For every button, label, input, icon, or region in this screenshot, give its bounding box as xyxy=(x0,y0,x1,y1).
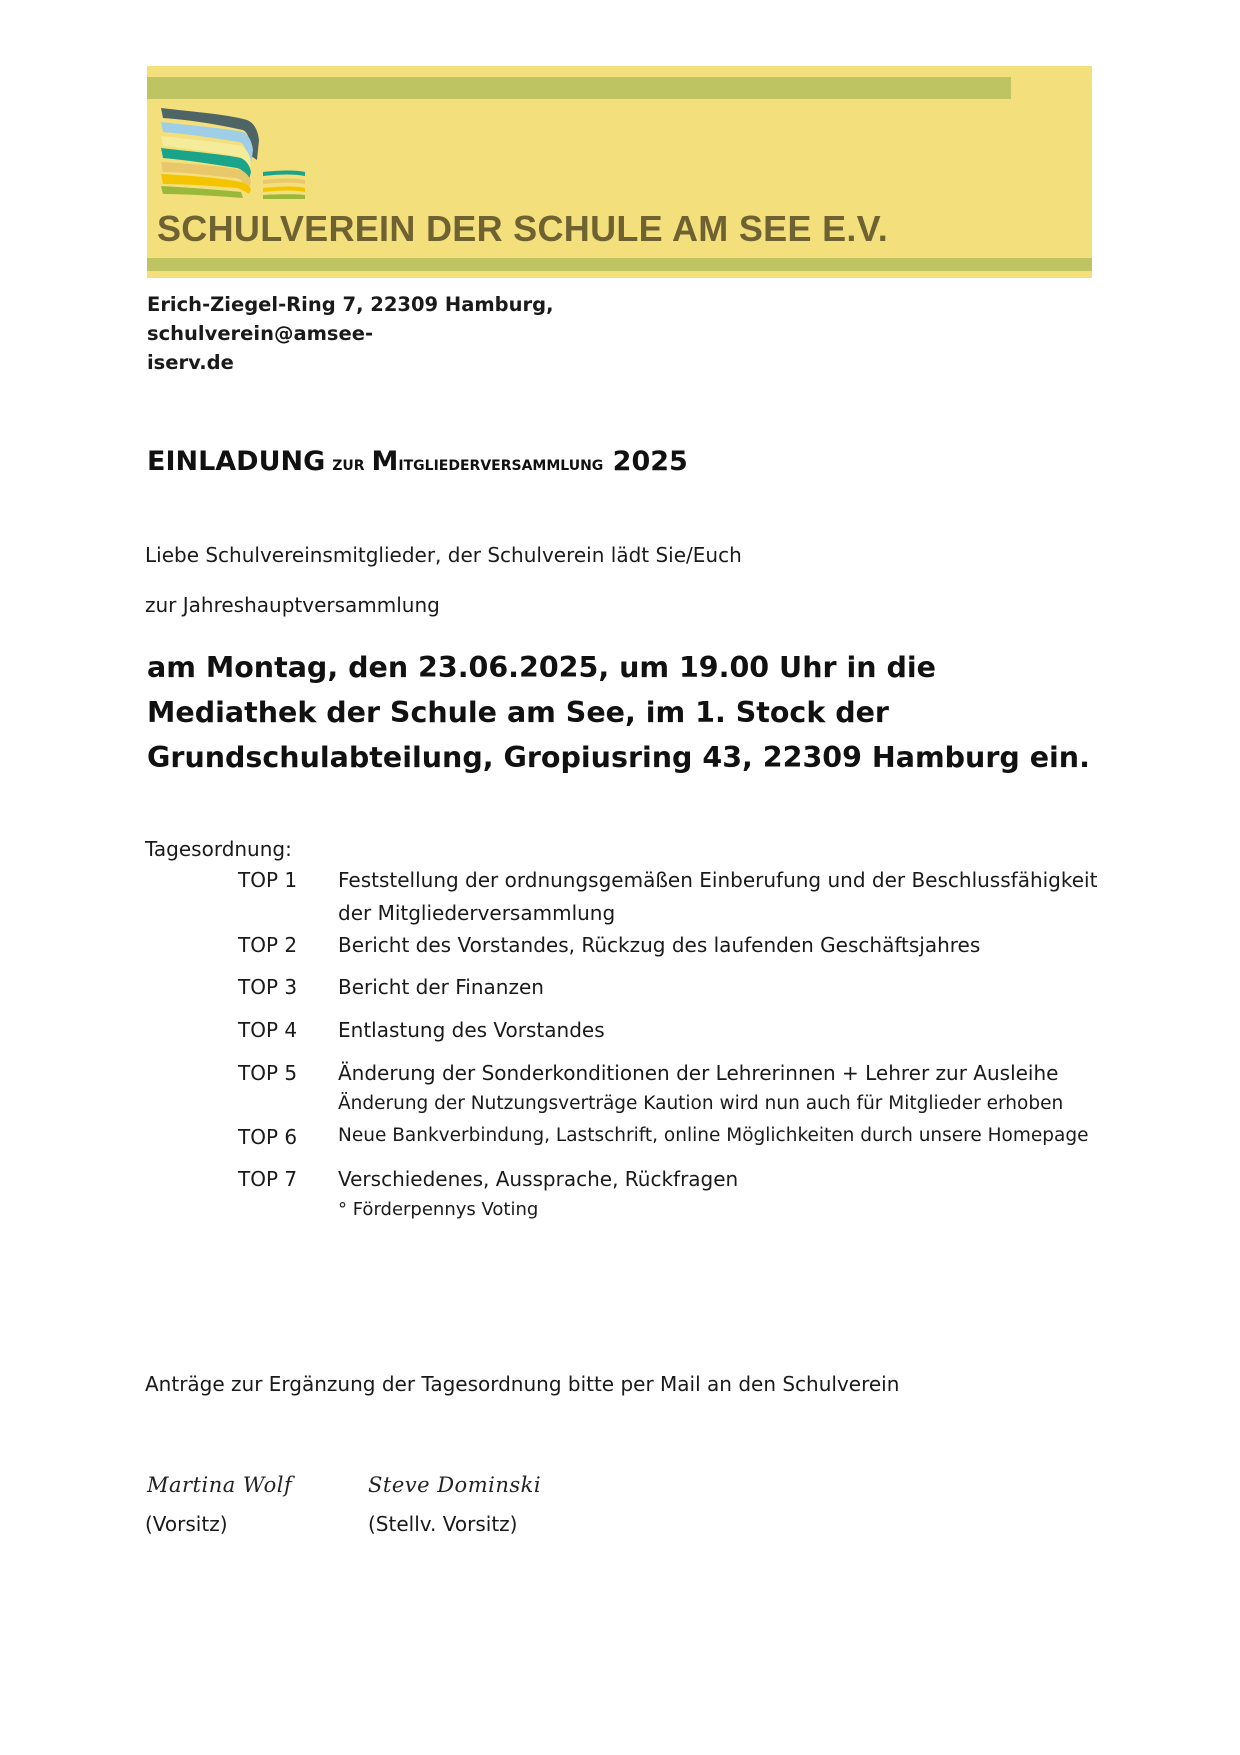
greeting-line: Liebe Schulvereinsmitglieder, der Schulverein lädt Sie/Euch xyxy=(145,543,742,567)
agenda-item-label: TOP 2 xyxy=(238,933,298,957)
footer-note: Anträge zur Ergänzung der Tagesordnung bitte per Mail an den Schulverein xyxy=(145,1372,900,1396)
agenda-heading: Tagesordnung: xyxy=(145,837,292,861)
title-part: EINLADUNG xyxy=(147,446,326,477)
agenda-item-label: TOP 7 xyxy=(238,1167,298,1191)
agenda-item-text: Änderung der Nutzungsverträge Kaution wird nun auch für Mitglieder erhoben xyxy=(338,1093,1064,1114)
greeting-line: zur Jahreshauptversammlung xyxy=(145,593,440,617)
document-title xyxy=(147,446,688,477)
address-block xyxy=(147,290,767,377)
address-line: iserv.de xyxy=(147,351,234,374)
agenda-item-text: ° Förderpennys Voting xyxy=(338,1199,539,1220)
agenda-item-label: TOP 5 xyxy=(238,1061,298,1085)
signature-role: (Stellv. Vorsitz) xyxy=(368,1512,518,1536)
agenda-item-text: Änderung der Sonderkonditionen der Lehrerinnen + Lehrer zur Ausleihe xyxy=(338,1061,1059,1085)
header-top-bar xyxy=(147,77,1011,99)
title-part: 2025 xyxy=(603,446,688,477)
title-part: M xyxy=(371,446,399,477)
agenda-item-label: TOP 6 xyxy=(238,1125,298,1149)
signature-name: Martina Wolf xyxy=(147,1473,293,1497)
agenda-item-text: Verschiedenes, Aussprache, Rückfragen xyxy=(338,1167,739,1191)
agenda-item-label: TOP 1 xyxy=(238,868,298,892)
meeting-line: am Montag, den 23.06.2025, um 19.00 Uhr in die xyxy=(147,651,936,684)
meeting-details xyxy=(147,645,1127,780)
header-bottom-edge xyxy=(147,271,1092,278)
title-part: zur xyxy=(325,451,372,475)
meeting-line: Mediathek der Schule am See, im 1. Stock der xyxy=(147,696,889,729)
agenda-item-text: der Mitgliederversammlung xyxy=(338,901,616,925)
organization-name: SCHULVEREIN DER SCHULE AM SEE E.V. xyxy=(157,208,888,249)
agenda-item-text: Bericht der Finanzen xyxy=(338,975,544,999)
agenda-item-text: Bericht des Vorstandes, Rückzug des laufenden Geschäftsjahres xyxy=(338,933,981,957)
address-line: Erich-Ziegel-Ring 7, 22309 Hamburg, schulverein@amsee- xyxy=(147,293,554,345)
stacked-books-logo xyxy=(155,100,345,200)
title-part: itgliederversammlung xyxy=(398,451,604,475)
header-bottom-bar xyxy=(147,258,1092,271)
meeting-line: Grundschulabteilung, Gropiusring 43, 22309 Hamburg ein. xyxy=(147,741,1090,774)
agenda-item-label: TOP 3 xyxy=(238,975,298,999)
agenda-item-text: Feststellung der ordnungsgemäßen Einberufung und der Beschlussfähigkeit xyxy=(338,868,1098,892)
signature-name: Steve Dominski xyxy=(368,1473,542,1497)
signature-role: (Vorsitz) xyxy=(145,1512,228,1536)
agenda-item-label: TOP 4 xyxy=(238,1018,298,1042)
agenda-item-text: Neue Bankverbindung, Lastschrift, online Möglichkeiten durch unsere Homepage xyxy=(338,1125,1089,1146)
agenda-item-text: Entlastung des Vorstandes xyxy=(338,1018,605,1042)
